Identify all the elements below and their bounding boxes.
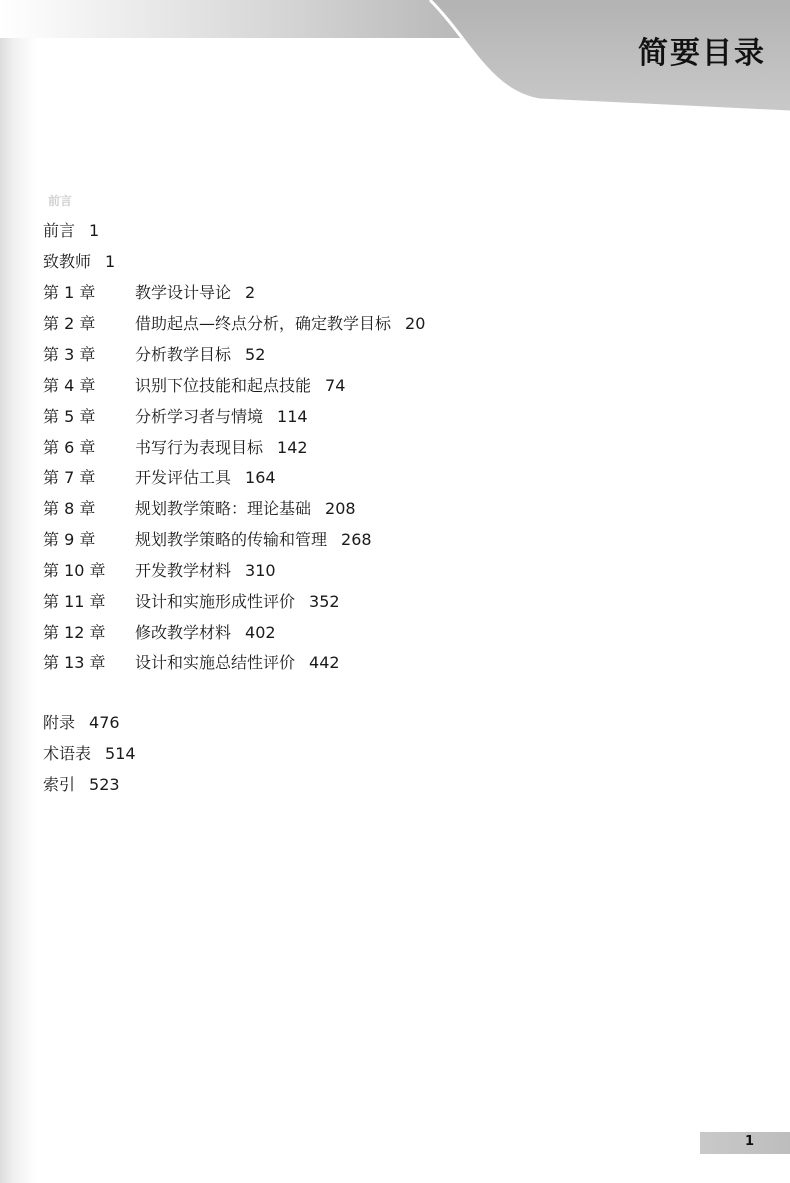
toc-chapter-5[interactable] (43, 405, 308, 429)
chapter-title: 借助起点—终点分析，确定教学目标 (135, 314, 392, 333)
toc-entry-page: 523 (89, 775, 120, 794)
toc-entry-title: 术语表 (43, 744, 92, 763)
toc-entry-page: 1 (105, 252, 116, 271)
chapter-label: 第 7 章 (43, 468, 96, 487)
chapter-page: 442 (309, 653, 340, 672)
chapter-page: 402 (245, 623, 276, 642)
chapter-page: 352 (309, 592, 340, 611)
page-title: 简要目录 (638, 36, 766, 71)
toc-entry-preface[interactable] (43, 219, 99, 243)
chapter-label: 第 5 章 (43, 407, 96, 426)
toc-entry-title: 索引 (43, 775, 76, 794)
chapter-page: 114 (277, 407, 308, 426)
chapter-page: 310 (245, 561, 276, 580)
chapter-label: 第 9 章 (43, 530, 96, 549)
chapter-page: 164 (245, 468, 276, 487)
toc-chapter-13[interactable] (43, 651, 340, 675)
toc-entry-appendix[interactable] (43, 711, 120, 735)
toc-chapter-7[interactable] (43, 466, 276, 490)
chapter-page: 2 (245, 283, 256, 302)
toc-entry-title: 前言 (43, 221, 76, 240)
chapter-title: 教学设计导论 (135, 283, 232, 302)
toc-chapter-8[interactable] (43, 497, 356, 521)
toc-entry-page: 476 (89, 713, 120, 732)
chapter-label: 第 1 章 (43, 283, 96, 302)
chapter-title: 识别下位技能和起点技能 (135, 376, 312, 395)
toc-chapter-1[interactable] (43, 281, 255, 305)
chapter-title: 规划教学策略：理论基础 (135, 499, 312, 518)
chapter-title: 修改教学材料 (135, 623, 232, 642)
toc-chapter-2[interactable] (43, 312, 425, 336)
chapter-label: 第 12 章 (43, 623, 106, 642)
chapter-title: 书写行为表现目标 (135, 438, 264, 457)
chapter-title: 分析教学目标 (135, 345, 232, 364)
chapter-label: 第 4 章 (43, 376, 96, 395)
toc-entry-page: 514 (105, 744, 136, 763)
toc-chapter-3[interactable] (43, 343, 265, 367)
toc-entry-title: 致教师 (43, 252, 92, 271)
toc-entry-to-teachers[interactable] (43, 250, 115, 274)
toc-entry-index[interactable] (43, 773, 120, 797)
chapter-page: 74 (325, 376, 346, 395)
faint-heading: 前言 (48, 194, 73, 208)
toc-chapter-10[interactable] (43, 559, 276, 583)
chapter-label: 第 13 章 (43, 653, 106, 672)
chapter-title: 分析学习者与情境 (135, 407, 264, 426)
chapter-page: 208 (325, 499, 356, 518)
chapter-label: 第 10 章 (43, 561, 106, 580)
chapter-page: 52 (245, 345, 266, 364)
toc-chapter-4[interactable] (43, 374, 345, 398)
chapter-title: 设计和实施总结性评价 (135, 653, 296, 672)
chapter-label: 第 2 章 (43, 314, 96, 333)
chapter-title: 规划教学策略的传输和管理 (135, 530, 328, 549)
chapter-page: 142 (277, 438, 308, 457)
chapter-title: 开发评估工具 (135, 468, 232, 487)
chapter-label: 第 11 章 (43, 592, 106, 611)
chapter-page: 20 (405, 314, 426, 333)
chapter-title: 开发教学材料 (135, 561, 232, 580)
toc-entry-page: 1 (89, 221, 100, 240)
chapter-label: 第 8 章 (43, 499, 96, 518)
toc-entry-glossary[interactable] (43, 742, 136, 766)
chapter-label: 第 6 章 (43, 438, 96, 457)
chapter-page: 268 (341, 530, 372, 549)
toc-chapter-11[interactable] (43, 590, 340, 614)
chapter-title: 设计和实施形成性评价 (135, 592, 296, 611)
toc-entry-title: 附录 (43, 713, 76, 732)
page-number: 1 (744, 1134, 754, 1149)
toc-chapter-6[interactable] (43, 436, 308, 460)
toc-chapter-9[interactable] (43, 528, 372, 552)
chapter-label: 第 3 章 (43, 345, 96, 364)
toc-chapter-12[interactable] (43, 621, 276, 645)
